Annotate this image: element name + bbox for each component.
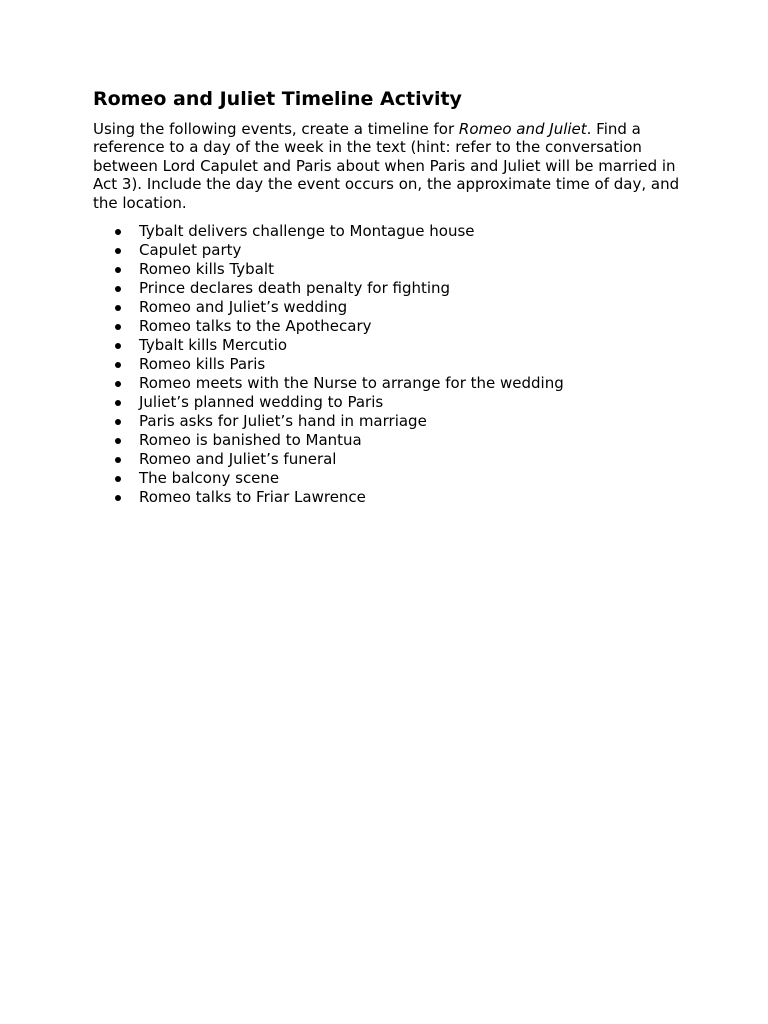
bullet-icon	[115, 267, 121, 273]
list-item	[93, 355, 693, 374]
list-item	[93, 431, 693, 450]
event-label: Romeo kills Paris	[139, 355, 266, 374]
bullet-icon	[115, 495, 121, 501]
bullet-icon	[115, 400, 121, 406]
event-label: Paris asks for Juliet’s hand in marriage	[139, 412, 427, 431]
event-label: Romeo and Juliet’s wedding	[139, 298, 348, 317]
event-label: Romeo meets with the Nurse to arrange for the wedding	[139, 374, 564, 393]
bullet-icon	[115, 343, 121, 349]
event-list	[93, 222, 693, 507]
list-item	[93, 317, 693, 336]
list-item	[93, 374, 693, 393]
document-title: Romeo and Juliet Timeline Activity	[93, 88, 462, 110]
list-item	[93, 393, 693, 412]
event-label: Tybalt delivers challenge to Montague house	[139, 222, 475, 241]
instructions-paragraph	[93, 120, 693, 212]
event-label: Romeo talks to Friar Lawrence	[139, 488, 366, 507]
event-label: Romeo talks to the Apothecary	[139, 317, 372, 336]
bullet-icon	[115, 476, 121, 482]
event-label: Romeo and Juliet’s funeral	[139, 450, 337, 469]
list-item	[93, 450, 693, 469]
list-item	[93, 260, 693, 279]
list-item	[93, 336, 693, 355]
bullet-icon	[115, 248, 121, 254]
bullet-icon	[115, 286, 121, 292]
bullet-icon	[115, 229, 121, 235]
event-label: Juliet’s planned wedding to Paris	[139, 393, 384, 412]
bullet-icon	[115, 324, 121, 330]
list-item	[93, 412, 693, 431]
list-item	[93, 298, 693, 317]
bullet-icon	[115, 305, 121, 311]
instructions-text-end: . Find a reference to a day of the week in the text (hint: refer to the conversation between Lord Capulet and Paris about when Paris and Juliet will be married in Act 3). Include the day the event occurs on, the approximate time of day, and the location.	[93, 120, 680, 212]
list-item	[93, 279, 693, 298]
bullet-icon	[115, 419, 121, 425]
event-label: The balcony scene	[139, 469, 280, 488]
event-label: Romeo is banished to Mantua	[139, 431, 362, 450]
document-body	[93, 86, 693, 507]
list-item	[93, 488, 693, 507]
list-item	[93, 241, 693, 260]
list-item	[93, 469, 693, 488]
event-label: Romeo kills Tybalt	[139, 260, 274, 279]
bullet-icon	[115, 438, 121, 444]
instructions-text-start: Using the following events, create a timeline for	[93, 120, 459, 138]
bullet-icon	[115, 457, 121, 463]
list-item	[93, 222, 693, 241]
event-label: Tybalt kills Mercutio	[139, 336, 287, 355]
event-label: Prince declares death penalty for fighting	[139, 279, 451, 298]
event-label: Capulet party	[139, 241, 242, 260]
bullet-icon	[115, 381, 121, 387]
bullet-icon	[115, 362, 121, 368]
play-title-italic: Romeo and Juliet	[458, 120, 587, 138]
